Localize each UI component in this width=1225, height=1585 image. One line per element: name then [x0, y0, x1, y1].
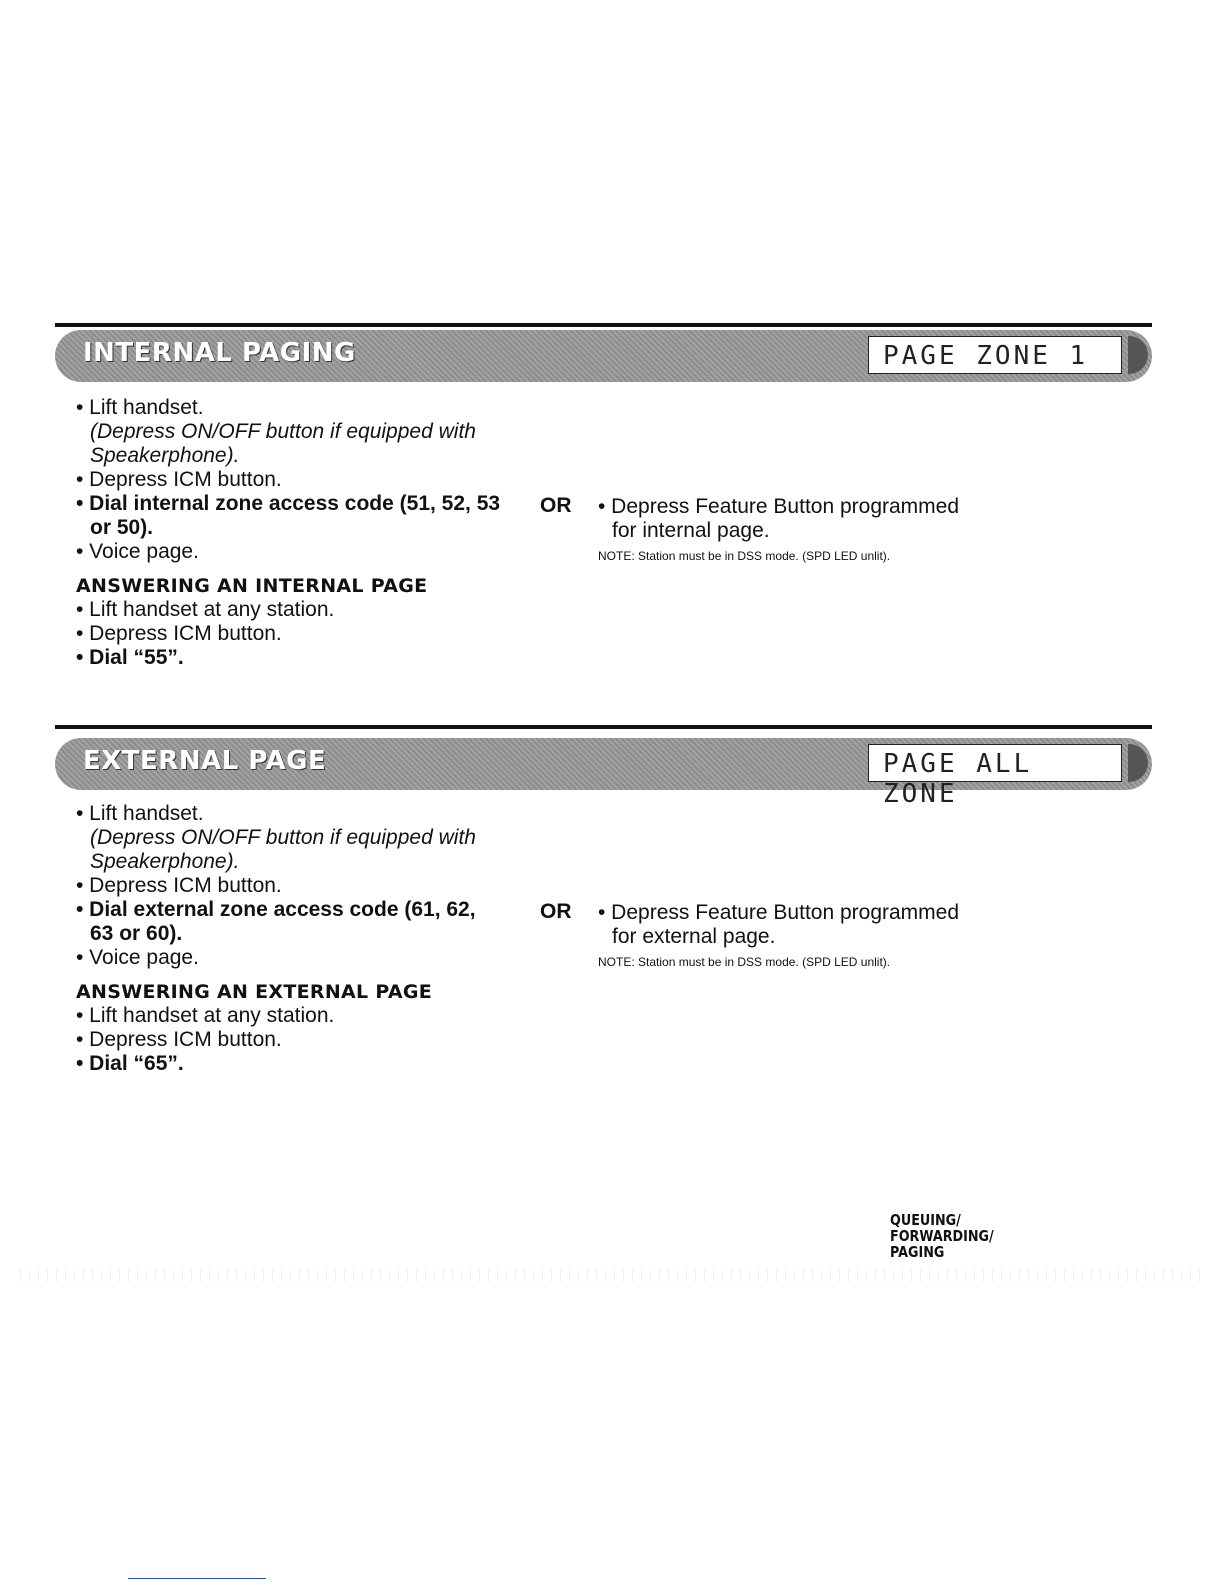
alternative-column [598, 901, 959, 971]
alternative-column [598, 495, 959, 565]
step-dial-code: • Dial internal zone access code (51, 52, 53 [76, 492, 501, 515]
section-title: EXTERNAL PAGE [83, 746, 327, 776]
answer-step-lift: • Lift handset at any station. [76, 598, 335, 621]
step-voice-page: • Voice page. [76, 946, 199, 969]
answer-step-dial: • Dial “65”. [76, 1052, 184, 1075]
dss-mode-note: NOTE: Station must be in DSS mode. (SPD LED unlit). [598, 955, 891, 969]
step-voice-page: • Voice page. [76, 540, 199, 563]
footer-line-queuing: QUEUING/ [890, 1211, 961, 1229]
section-title: INTERNAL PAGING [83, 338, 356, 368]
answer-step-lift: • Lift handset at any station. [76, 1004, 335, 1027]
footer-line-forwarding: FORWARDING/ [890, 1227, 994, 1245]
or-label: OR [540, 494, 572, 517]
alt-feature-button: • Depress Feature Button programmed [598, 495, 960, 518]
steps-column [76, 396, 536, 670]
bottom-underline [128, 1578, 266, 1579]
answering-heading: ANSWERING AN INTERNAL PAGE [76, 575, 428, 597]
footer-line-paging: PAGING [890, 1243, 945, 1261]
step-dial-code-cont: 63 or 60). [90, 922, 183, 945]
step-lift-handset: • Lift handset. [76, 396, 204, 419]
step-lift-handset: • Lift handset. [76, 802, 204, 825]
answer-step-dial: • Dial “55”. [76, 646, 184, 669]
dss-mode-note: NOTE: Station must be in DSS mode. (SPD LED unlit). [598, 549, 891, 563]
zone-label-box: PAGE ZONE 1 [868, 336, 1122, 374]
answering-heading: ANSWERING AN EXTERNAL PAGE [76, 981, 433, 1003]
scan-speckle [20, 1268, 1200, 1282]
zone-label-box: PAGE ALL ZONE [868, 744, 1122, 782]
banner-end-cap [1128, 744, 1148, 782]
step-onoff-note-cont: Speakerphone). [90, 850, 240, 873]
step-depress-icm: • Depress ICM button. [76, 468, 282, 491]
step-depress-icm: • Depress ICM button. [76, 874, 282, 897]
or-label: OR [540, 900, 572, 923]
banner-end-cap [1128, 336, 1148, 374]
section-banner [55, 330, 1152, 382]
steps-column [76, 802, 536, 1076]
answer-step-icm: • Depress ICM button. [76, 1028, 282, 1051]
alt-feature-button-cont: for internal page. [612, 519, 770, 542]
step-onoff-note: (Depress ON/OFF button if equipped with [90, 420, 476, 443]
step-onoff-note: (Depress ON/OFF button if equipped with [90, 826, 476, 849]
step-onoff-note-cont: Speakerphone). [90, 444, 240, 467]
section-rule [55, 323, 1152, 327]
chapter-footer [890, 1212, 994, 1260]
answer-step-icm: • Depress ICM button. [76, 622, 282, 645]
alt-feature-button-cont: for external page. [612, 925, 776, 948]
step-dial-code: • Dial external zone access code (61, 62, [76, 898, 476, 921]
section-banner [55, 738, 1152, 809]
step-dial-code-cont: or 50). [90, 516, 154, 539]
alt-feature-button: • Depress Feature Button programmed [598, 901, 960, 924]
section-rule [55, 725, 1152, 729]
